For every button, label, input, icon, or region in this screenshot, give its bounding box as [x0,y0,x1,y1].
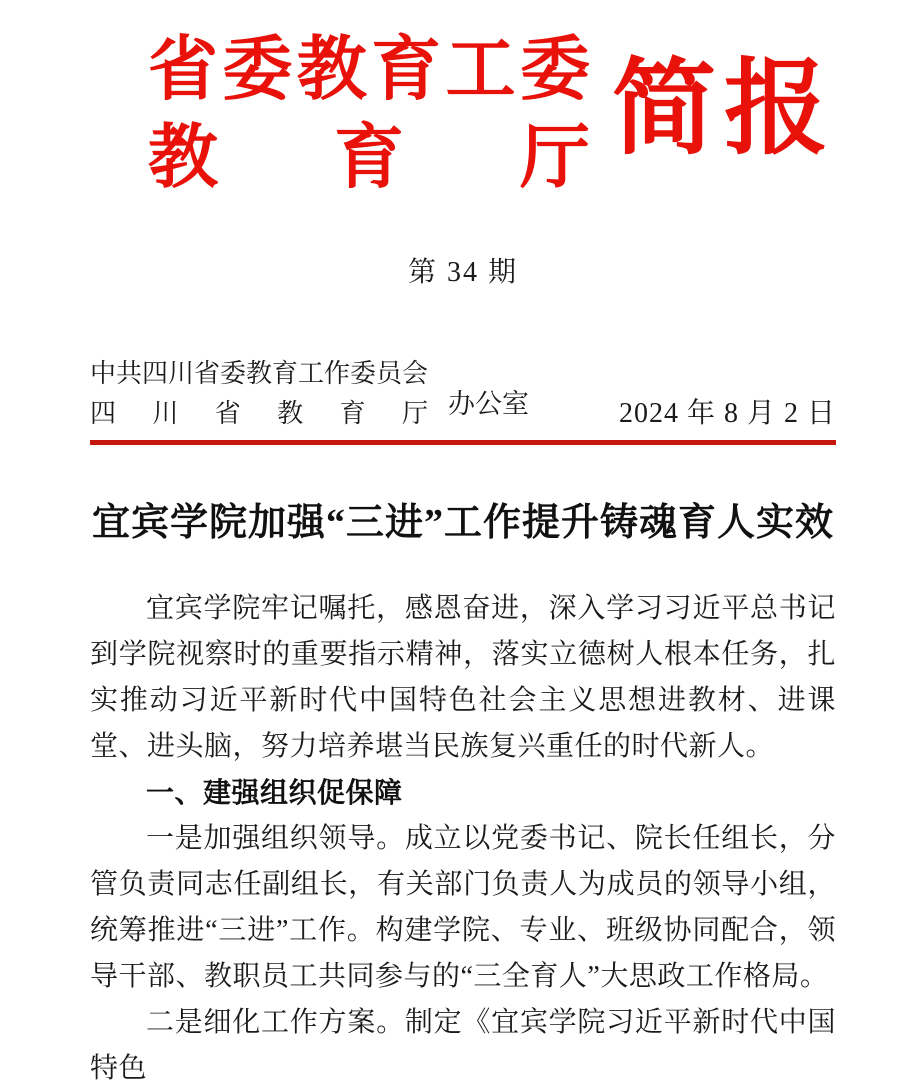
masthead-org-line1: 省 委 教 育 工 委 [148,32,590,109]
section-heading-1: 一、建强组织促保障 [146,777,403,808]
issuer-office: 办公室 [448,388,529,419]
issue-number: 第 34 期 [407,257,518,288]
paragraph-point2: 二是细化工作方案。制定《宜宾学院习近平新时代中国特色 [90,1007,836,1084]
issuer-names [90,354,428,434]
masthead-org-line2: 教 育 厅 [148,120,590,197]
paragraph-point1: 一是加强组织领导。成立以党委书记、院长任组长，分管负责同志任副组长，有关部门负责人为成员的领导小组，统筹推进“三进”工作。构建学院、专业、班级协同配合，领导干部、教职员工共同参与的“三全育人”大思政工作格局。 [90,823,836,992]
issue-date: 2024 年 8 月 2 日 [618,398,836,429]
paragraph-intro: 宜宾学院牢记嘱托，感恩奋进，深入学习习近平总书记到学院视察时的重要指示精神，落实立德树人根本任务，扎实推动习近平新时代中国特色社会主义思想进教材、进课堂、进头脑，努力培养堪当民族复兴重任的时代新人。 [90,593,836,762]
article-title: 宜宾学院加强“三进”工作提升铸魂育人实效 [91,502,834,544]
bulletin-title: 简报 [611,52,836,167]
red-divider-rule [90,440,836,445]
masthead-org-name [148,32,590,197]
issuer-line1: 中共四川省委教育工作委员会 [90,359,429,388]
article-body [90,586,836,1086]
issuer-line2: 四 川 省 教 育 厅 [90,399,428,428]
issuer-row [90,354,836,434]
masthead [148,32,836,197]
